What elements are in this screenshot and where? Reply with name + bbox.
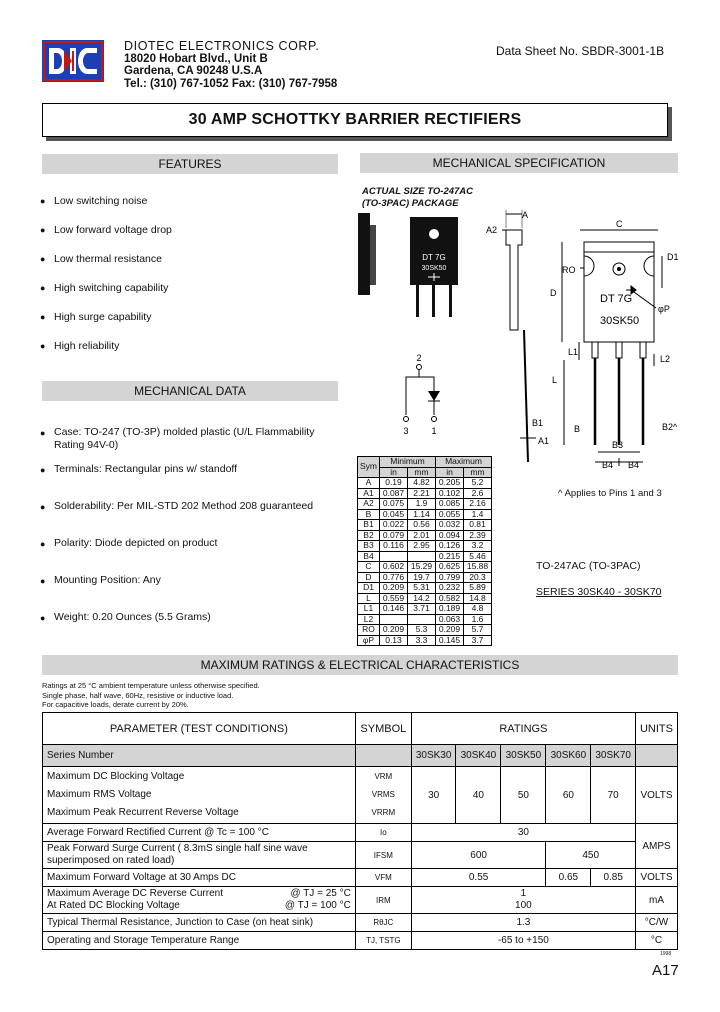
param-avg-forward-current: Average Forward Rectified Current @ Tc = 100 °C bbox=[43, 824, 356, 842]
ratings-col-units: UNITS bbox=[635, 713, 677, 745]
mechanical-data-text: Mounting Position: Any bbox=[54, 574, 161, 586]
package-big-marking-1: DT 7G bbox=[600, 293, 633, 305]
rthjc-units: °C/W bbox=[635, 914, 677, 932]
dimensions-table bbox=[357, 456, 492, 646]
voltage-30sk50: 50 bbox=[501, 767, 546, 824]
table-row bbox=[43, 887, 678, 914]
ratings-notes bbox=[42, 681, 260, 710]
table-cell: 1.9 bbox=[408, 499, 436, 510]
table-cell: B3 bbox=[358, 541, 380, 552]
list-item bbox=[40, 500, 324, 514]
page-title: 30 AMP SCHOTTKY BARRIER RECTIFIERS bbox=[42, 103, 668, 137]
table-cell: 0.19 bbox=[380, 478, 408, 489]
applies-note: ^ Applies to Pins 1 and 3 bbox=[558, 488, 662, 499]
bullet-icon: ● bbox=[40, 428, 46, 438]
package-big-marking-2: 30SK50 bbox=[600, 315, 640, 327]
datasheet-number: Data Sheet No. SBDR-3001-1B bbox=[496, 44, 665, 58]
dim-label-l1: L1 bbox=[568, 347, 579, 357]
table-cell: 0.205 bbox=[436, 478, 464, 489]
bullet-icon: ● bbox=[40, 539, 46, 549]
table-cell: 0.145 bbox=[436, 635, 464, 646]
dimensions-table-body bbox=[358, 478, 492, 646]
pin-label-2: 2 bbox=[416, 353, 422, 363]
dim-label-a1: A1 bbox=[538, 436, 550, 446]
dim-label-b3: B3 bbox=[612, 440, 624, 450]
table-row bbox=[43, 824, 678, 842]
table-cell bbox=[408, 551, 436, 562]
table-cell: 0.56 bbox=[408, 520, 436, 531]
table-cell: 1.14 bbox=[408, 509, 436, 520]
dims-col-max-mm: mm bbox=[464, 467, 492, 478]
table-cell: 0.102 bbox=[436, 488, 464, 499]
table-row bbox=[358, 541, 492, 552]
series-30sk30: 30SK30 bbox=[411, 745, 456, 767]
table-cell: 14.8 bbox=[464, 593, 492, 604]
list-item bbox=[40, 282, 168, 294]
vfm-units: VOLTS bbox=[635, 869, 677, 887]
series-number-label: Series Number bbox=[43, 745, 356, 767]
ratings-note-1: Ratings at 25 °C ambient temperature unless otherwise specified. bbox=[42, 681, 260, 690]
param-surge-current-2: superimposed on rated load) bbox=[47, 855, 175, 866]
table-cell: B bbox=[358, 509, 380, 520]
voltage-30sk70: 70 bbox=[591, 767, 636, 824]
amps-units: AMPS bbox=[635, 824, 677, 869]
dim-label-b2: B2^ bbox=[662, 422, 678, 432]
param-peak-reverse: Maximum Peak Recurrent Reverse Voltage bbox=[47, 807, 239, 818]
table-row bbox=[43, 932, 678, 950]
package-actual-size-drawing bbox=[352, 205, 482, 440]
table-cell: 0.079 bbox=[380, 530, 408, 541]
table-cell: 3.71 bbox=[408, 604, 436, 615]
pin-label-3: 3 bbox=[403, 426, 409, 436]
company-address-1: 18020 Hobart Blvd., Unit B bbox=[124, 52, 268, 65]
value-temperature-range: -65 to +150 bbox=[411, 932, 635, 950]
package-caption-line2: (TO-3PAC) PACKAGE bbox=[362, 198, 459, 209]
table-cell: 0.085 bbox=[436, 499, 464, 510]
table-cell: 4.8 bbox=[464, 604, 492, 615]
bullet-icon: ● bbox=[40, 341, 46, 351]
table-cell: 2.21 bbox=[408, 488, 436, 499]
bullet-icon: ● bbox=[40, 225, 46, 235]
symbol-vrm: VRM bbox=[374, 772, 393, 781]
table-cell: D bbox=[358, 572, 380, 583]
list-item bbox=[40, 340, 119, 352]
feature-text: High surge capability bbox=[54, 311, 152, 323]
param-thermal-resistance: Typical Thermal Resistance, Junction to Case (on heat sink) bbox=[43, 914, 356, 932]
feature-text: Low switching noise bbox=[54, 195, 148, 207]
table-cell: 3.3 bbox=[408, 635, 436, 646]
table-cell: 0.232 bbox=[436, 583, 464, 594]
list-item bbox=[40, 224, 172, 236]
table-cell: 5.3 bbox=[408, 625, 436, 636]
value-rthjc: 1.3 bbox=[411, 914, 635, 932]
dim-label-a: A bbox=[522, 210, 529, 220]
cond-tj-25: @ TJ = 25 °C bbox=[290, 888, 351, 899]
bullet-icon: ● bbox=[40, 254, 46, 264]
list-item bbox=[40, 574, 324, 588]
series-30sk50: 30SK50 bbox=[501, 745, 546, 767]
param-forward-voltage: Maximum Forward Voltage at 30 Amps DC bbox=[43, 869, 356, 887]
mechanical-data-text: Case: TO-247 (TO-3P) molded plastic (U/L Flammability Rating 94V-0) bbox=[54, 426, 315, 451]
mechanical-data-text: Solderability: Per MIL-STD 202 Method 208 guaranteed bbox=[54, 500, 314, 512]
table-row bbox=[358, 530, 492, 541]
symbol-rthjc: RθJC bbox=[355, 914, 411, 932]
table-row bbox=[358, 614, 492, 625]
features-heading: FEATURES bbox=[42, 154, 338, 174]
dim-label-ro: RO bbox=[562, 265, 576, 275]
param-dc-blocking: Maximum DC Blocking Voltage bbox=[47, 771, 185, 782]
table-cell: 0.602 bbox=[380, 562, 408, 573]
table-cell: A bbox=[358, 478, 380, 489]
table-row bbox=[358, 509, 492, 520]
company-name: DIOTEC ELECTRONICS CORP. bbox=[124, 39, 320, 53]
table-row bbox=[358, 593, 492, 604]
value-io: 30 bbox=[411, 824, 635, 842]
irm-units: mA bbox=[635, 887, 677, 914]
table-cell: 0.215 bbox=[436, 551, 464, 562]
table-row bbox=[358, 583, 492, 594]
table-cell: 2.39 bbox=[464, 530, 492, 541]
ratings-note-3: For capacitive loads, derate current by 20%. bbox=[42, 700, 189, 709]
table-cell: 4.82 bbox=[408, 478, 436, 489]
dims-col-min-in: in bbox=[380, 467, 408, 478]
table-cell: 0.776 bbox=[380, 572, 408, 583]
table-cell: 2.01 bbox=[408, 530, 436, 541]
table-row bbox=[358, 562, 492, 573]
dim-label-d: D bbox=[550, 288, 557, 298]
param-reverse-current: Maximum Average DC Reverse Current bbox=[47, 888, 223, 899]
ratings-col-parameter: PARAMETER (TEST CONDITIONS) bbox=[43, 713, 356, 745]
package-dimension-drawing bbox=[484, 200, 684, 475]
table-cell: 0.582 bbox=[436, 593, 464, 604]
cond-tj-100: @ TJ = 100 °C bbox=[284, 900, 351, 911]
series-range: SERIES 30SK40 - 30SK70 bbox=[536, 586, 662, 598]
mechanical-data-heading: MECHANICAL DATA bbox=[42, 381, 338, 401]
value-vfm-2: 0.65 bbox=[546, 869, 591, 887]
series-30sk70: 30SK70 bbox=[591, 745, 636, 767]
list-item bbox=[40, 537, 324, 551]
table-row bbox=[358, 499, 492, 510]
value-irm-100: 100 bbox=[515, 900, 532, 911]
table-row bbox=[358, 551, 492, 562]
param-rms-voltage: Maximum RMS Voltage bbox=[47, 789, 152, 800]
table-cell: L bbox=[358, 593, 380, 604]
table-cell bbox=[408, 614, 436, 625]
bullet-icon: ● bbox=[40, 613, 46, 623]
table-cell: D1 bbox=[358, 583, 380, 594]
table-cell: 1.6 bbox=[464, 614, 492, 625]
table-cell: 0.799 bbox=[436, 572, 464, 583]
table-cell: 0.13 bbox=[380, 635, 408, 646]
bullet-icon: ● bbox=[40, 576, 46, 586]
table-cell: 0.189 bbox=[436, 604, 464, 615]
dim-label-a2: A2 bbox=[486, 225, 498, 235]
symbol-vfm: VFM bbox=[355, 869, 411, 887]
bullet-icon: ● bbox=[40, 196, 46, 206]
list-item bbox=[40, 611, 324, 625]
table-cell: 0.559 bbox=[380, 593, 408, 604]
table-cell: 19.7 bbox=[408, 572, 436, 583]
footer-year: 1998 bbox=[660, 951, 672, 957]
table-cell: 2.6 bbox=[464, 488, 492, 499]
page-number: A17 bbox=[652, 962, 679, 979]
company-address-2: Gardena, CA 90248 U.S.A bbox=[124, 65, 263, 77]
ratings-col-ratings: RATINGS bbox=[411, 713, 635, 745]
package-marking-1: DT 7G bbox=[422, 253, 446, 262]
table-cell: A2 bbox=[358, 499, 380, 510]
company-logo bbox=[42, 40, 104, 82]
table-row bbox=[358, 520, 492, 531]
series-30sk60: 30SK60 bbox=[546, 745, 591, 767]
voltage-30sk40: 40 bbox=[456, 767, 501, 824]
table-cell: 5.46 bbox=[464, 551, 492, 562]
table-cell: 5.2 bbox=[464, 478, 492, 489]
param-temperature-range: Operating and Storage Temperature Range bbox=[43, 932, 356, 950]
table-cell: 0.075 bbox=[380, 499, 408, 510]
dims-col-sym: Sym bbox=[358, 457, 380, 478]
voltage-30sk30: 30 bbox=[411, 767, 456, 824]
mechanical-data-text: Terminals: Rectangular pins w/ standoff bbox=[54, 463, 238, 475]
table-cell: B1 bbox=[358, 520, 380, 531]
table-cell: 0.209 bbox=[380, 625, 408, 636]
table-cell: 1.4 bbox=[464, 509, 492, 520]
dim-label-b1: B1 bbox=[532, 418, 544, 428]
table-cell: 0.087 bbox=[380, 488, 408, 499]
package-type: TO-247AC (TO-3PAC) bbox=[536, 560, 641, 572]
table-row bbox=[358, 635, 492, 646]
dim-label-b4-left: B4 bbox=[602, 460, 614, 470]
table-row bbox=[43, 767, 678, 824]
dims-col-maximum: Maximum bbox=[436, 457, 492, 468]
dims-col-min-mm: mm bbox=[408, 467, 436, 478]
feature-text: Low thermal resistance bbox=[54, 253, 162, 265]
table-cell: 0.094 bbox=[436, 530, 464, 541]
symbol-vrms: VRMS bbox=[371, 790, 395, 799]
table-cell: 0.022 bbox=[380, 520, 408, 531]
ratings-heading: MAXIMUM RATINGS & ELECTRICAL CHARACTERISTICS bbox=[42, 655, 678, 675]
table-cell: C bbox=[358, 562, 380, 573]
dim-label-b4-right: B4 bbox=[628, 460, 640, 470]
ratings-col-symbol: SYMBOL bbox=[355, 713, 411, 745]
dim-label-c: C bbox=[616, 219, 623, 229]
list-item bbox=[40, 463, 324, 477]
table-cell: 2.95 bbox=[408, 541, 436, 552]
package-marking-2: 30SK50 bbox=[421, 265, 447, 272]
dim-label-phip: φP bbox=[658, 304, 670, 314]
company-block bbox=[124, 40, 337, 90]
table-cell: 0.116 bbox=[380, 541, 408, 552]
table-cell: 0.045 bbox=[380, 509, 408, 520]
feature-text: High switching capability bbox=[54, 282, 169, 294]
table-row bbox=[358, 478, 492, 489]
table-cell: 3.7 bbox=[464, 635, 492, 646]
table-row bbox=[358, 488, 492, 499]
value-vfm-1: 0.55 bbox=[411, 869, 546, 887]
table-row bbox=[358, 604, 492, 615]
table-cell: RO bbox=[358, 625, 380, 636]
table-cell: 2.16 bbox=[464, 499, 492, 510]
dims-col-minimum: Minimum bbox=[380, 457, 436, 468]
table-cell: 15.29 bbox=[408, 562, 436, 573]
series-30sk40: 30SK40 bbox=[456, 745, 501, 767]
voltage-30sk60: 60 bbox=[546, 767, 591, 824]
table-row bbox=[358, 625, 492, 636]
table-cell: 0.032 bbox=[436, 520, 464, 531]
symbol-irm: IRM bbox=[355, 887, 411, 914]
voltage-units: VOLTS bbox=[635, 767, 677, 824]
dim-label-d1: D1 bbox=[667, 252, 679, 262]
dims-col-max-in: in bbox=[436, 467, 464, 478]
list-item bbox=[40, 195, 147, 207]
table-cell: 15.88 bbox=[464, 562, 492, 573]
table-cell: 0.126 bbox=[436, 541, 464, 552]
table-cell: 0.81 bbox=[464, 520, 492, 531]
table-cell: A1 bbox=[358, 488, 380, 499]
bullet-icon: ● bbox=[40, 312, 46, 322]
feature-text: Low forward voltage drop bbox=[54, 224, 172, 236]
param-surge-current-1: Peak Forward Surge Current ( 8.3mS single half sine wave bbox=[47, 843, 308, 854]
value-vfm-3: 0.85 bbox=[591, 869, 636, 887]
table-cell: 0.209 bbox=[436, 625, 464, 636]
table-cell bbox=[380, 614, 408, 625]
value-irm-25: 1 bbox=[520, 888, 527, 899]
table-cell: B4 bbox=[358, 551, 380, 562]
table-cell bbox=[380, 551, 408, 562]
dim-label-l: L bbox=[552, 375, 558, 385]
list-item bbox=[40, 426, 324, 451]
table-cell: L2 bbox=[358, 614, 380, 625]
table-cell: 14.2 bbox=[408, 593, 436, 604]
table-cell: B2 bbox=[358, 530, 380, 541]
company-phone: Tel.: (310) 767-1052 Fax: (310) 767-7958 bbox=[124, 77, 338, 90]
mechanical-spec-heading: MECHANICAL SPECIFICATION bbox=[360, 153, 678, 173]
symbol-io: Io bbox=[355, 824, 411, 842]
table-row bbox=[43, 914, 678, 932]
bullet-icon: ● bbox=[40, 502, 46, 512]
table-cell: 3.2 bbox=[464, 541, 492, 552]
table-row bbox=[43, 869, 678, 887]
feature-text: High reliability bbox=[54, 340, 120, 352]
ratings-table bbox=[42, 712, 678, 950]
value-ifsm-1: 600 bbox=[411, 842, 546, 869]
symbol-vrrm: VRRM bbox=[371, 808, 396, 817]
symbol-tj-tstg: TJ, TSTG bbox=[355, 932, 411, 950]
table-cell: 0.146 bbox=[380, 604, 408, 615]
list-item bbox=[40, 253, 162, 265]
table-cell: 5.89 bbox=[464, 583, 492, 594]
package-caption-line1: ACTUAL SIZE TO-247AC bbox=[362, 186, 474, 197]
dim-label-b: B bbox=[574, 424, 581, 434]
table-cell: 5.7 bbox=[464, 625, 492, 636]
dim-label-l2: L2 bbox=[660, 354, 671, 364]
mechanical-data-text: Weight: 0.20 Ounces (5.5 Grams) bbox=[54, 611, 211, 623]
table-cell: L1 bbox=[358, 604, 380, 615]
table-cell: 0.063 bbox=[436, 614, 464, 625]
table-cell: 0.625 bbox=[436, 562, 464, 573]
symbol-ifsm: IFSM bbox=[355, 842, 411, 869]
table-cell: 0.055 bbox=[436, 509, 464, 520]
param-rated-blocking: At Rated DC Blocking Voltage bbox=[47, 900, 180, 911]
temperature-units: °C bbox=[635, 932, 677, 950]
table-row bbox=[43, 842, 678, 869]
list-item bbox=[40, 311, 151, 323]
value-ifsm-2: 450 bbox=[546, 842, 636, 869]
pin-label-1: 1 bbox=[431, 426, 437, 436]
table-cell: φP bbox=[358, 635, 380, 646]
bullet-icon: ● bbox=[40, 283, 46, 293]
mechanical-data-text: Polarity: Diode depicted on product bbox=[54, 537, 218, 549]
bullet-icon: ● bbox=[40, 465, 46, 475]
table-cell: 5.31 bbox=[408, 583, 436, 594]
table-row bbox=[358, 572, 492, 583]
ratings-note-2: Single phase, half wave, 60Hz, resistive or inductive load. bbox=[42, 690, 234, 700]
table-cell: 0.209 bbox=[380, 583, 408, 594]
table-cell: 20.3 bbox=[464, 572, 492, 583]
